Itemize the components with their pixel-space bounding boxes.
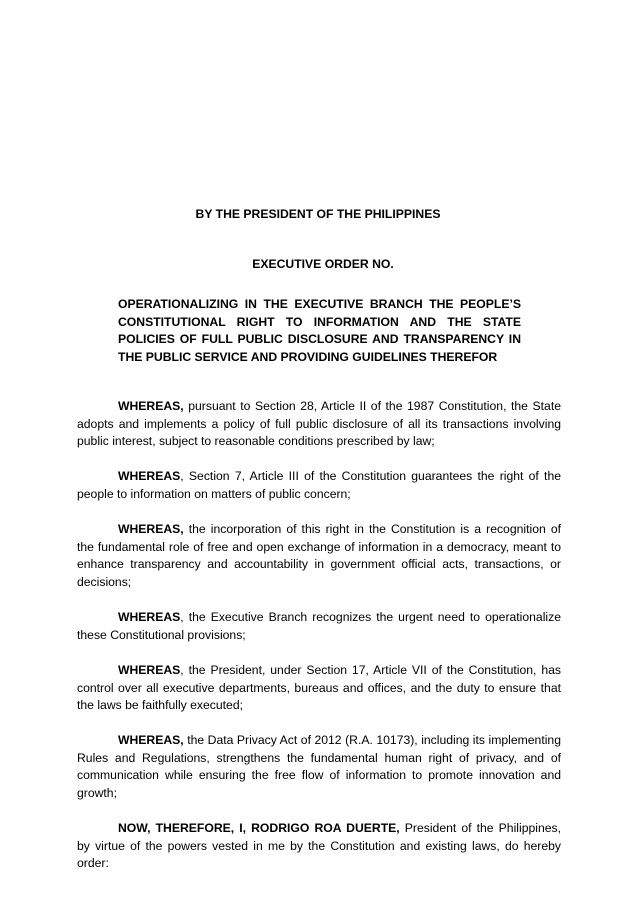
clause-text: , Section 7, Article III of the Constitution guarantees the right of the people to information on matters of public concern; <box>77 469 561 501</box>
clause-lead: WHEREAS, <box>118 522 184 537</box>
clause-lead: NOW, THEREFORE, I, RODRIGO ROA DUERTE, <box>118 821 400 836</box>
executive-order-number: EXECUTIVE ORDER NO. <box>252 257 394 271</box>
preamble-body <box>77 398 561 891</box>
ordering-clause <box>77 820 561 873</box>
whereas-clause-3 <box>77 521 561 591</box>
clause-text: , the President, under Section 17, Article VII of the Constitution, has control over all executive departments, bureaus and offices, and the duty to ensure that the laws be faithfully executed; <box>77 662 561 713</box>
clause-text: President of the Philippines, by virtue of the powers vested in me by the Constitution and existing laws, do hereby order: <box>77 821 561 871</box>
order-title: OPERATIONALIZING IN THE EXECUTIVE BRANCH THE PEOPLE’S CONSTITUTIONAL RIGHT TO INFORMATION AND THE STATE POLICIES OF FULL PUBLIC DISCLOSURE AND TRANSPARENCY IN THE PUBLIC SERVICE AND PROVIDING GUIDELINES THEREFOR <box>118 297 521 364</box>
whereas-clause-5 <box>77 662 561 715</box>
clause-lead: WHEREAS, <box>118 733 184 748</box>
whereas-clause-2 <box>77 468 561 503</box>
issuer-heading: BY THE PRESIDENT OF THE PHILIPPINES <box>195 207 441 221</box>
clause-lead: WHEREAS <box>118 662 181 677</box>
clause-text: pursuant to Section 28, Article II of the 1987 Constitution, the State adopts and implements a policy of full public disclosure of all its transactions involving public interest, subject to reasonable conditions prescribed by law; <box>77 399 561 449</box>
whereas-clause-6 <box>77 732 561 802</box>
clause-lead: WHEREAS, <box>118 399 184 413</box>
clause-text: the Data Privacy Act of 2012 (R.A. 10173), including its implementing Rules and Regulations, strengthens the fundamental human right of privacy, and of communication while ensuring the free flow of information to promote innovation and growth; <box>77 733 561 801</box>
clause-text: the incorporation of this right in the Constitution is a recognition of the fundamental role of free and open exchange of information in a democracy, meant to enhance transparency and accountability in government official acts, transactions, or decisions; <box>77 522 561 589</box>
whereas-clause-4 <box>77 609 561 644</box>
clause-lead: WHEREAS <box>118 469 181 484</box>
clause-text: , the Executive Branch recognizes the urgent need to operationalize these Constitutional provisions; <box>77 610 561 642</box>
whereas-clause-1 <box>77 398 561 451</box>
clause-lead: WHEREAS <box>118 610 181 625</box>
